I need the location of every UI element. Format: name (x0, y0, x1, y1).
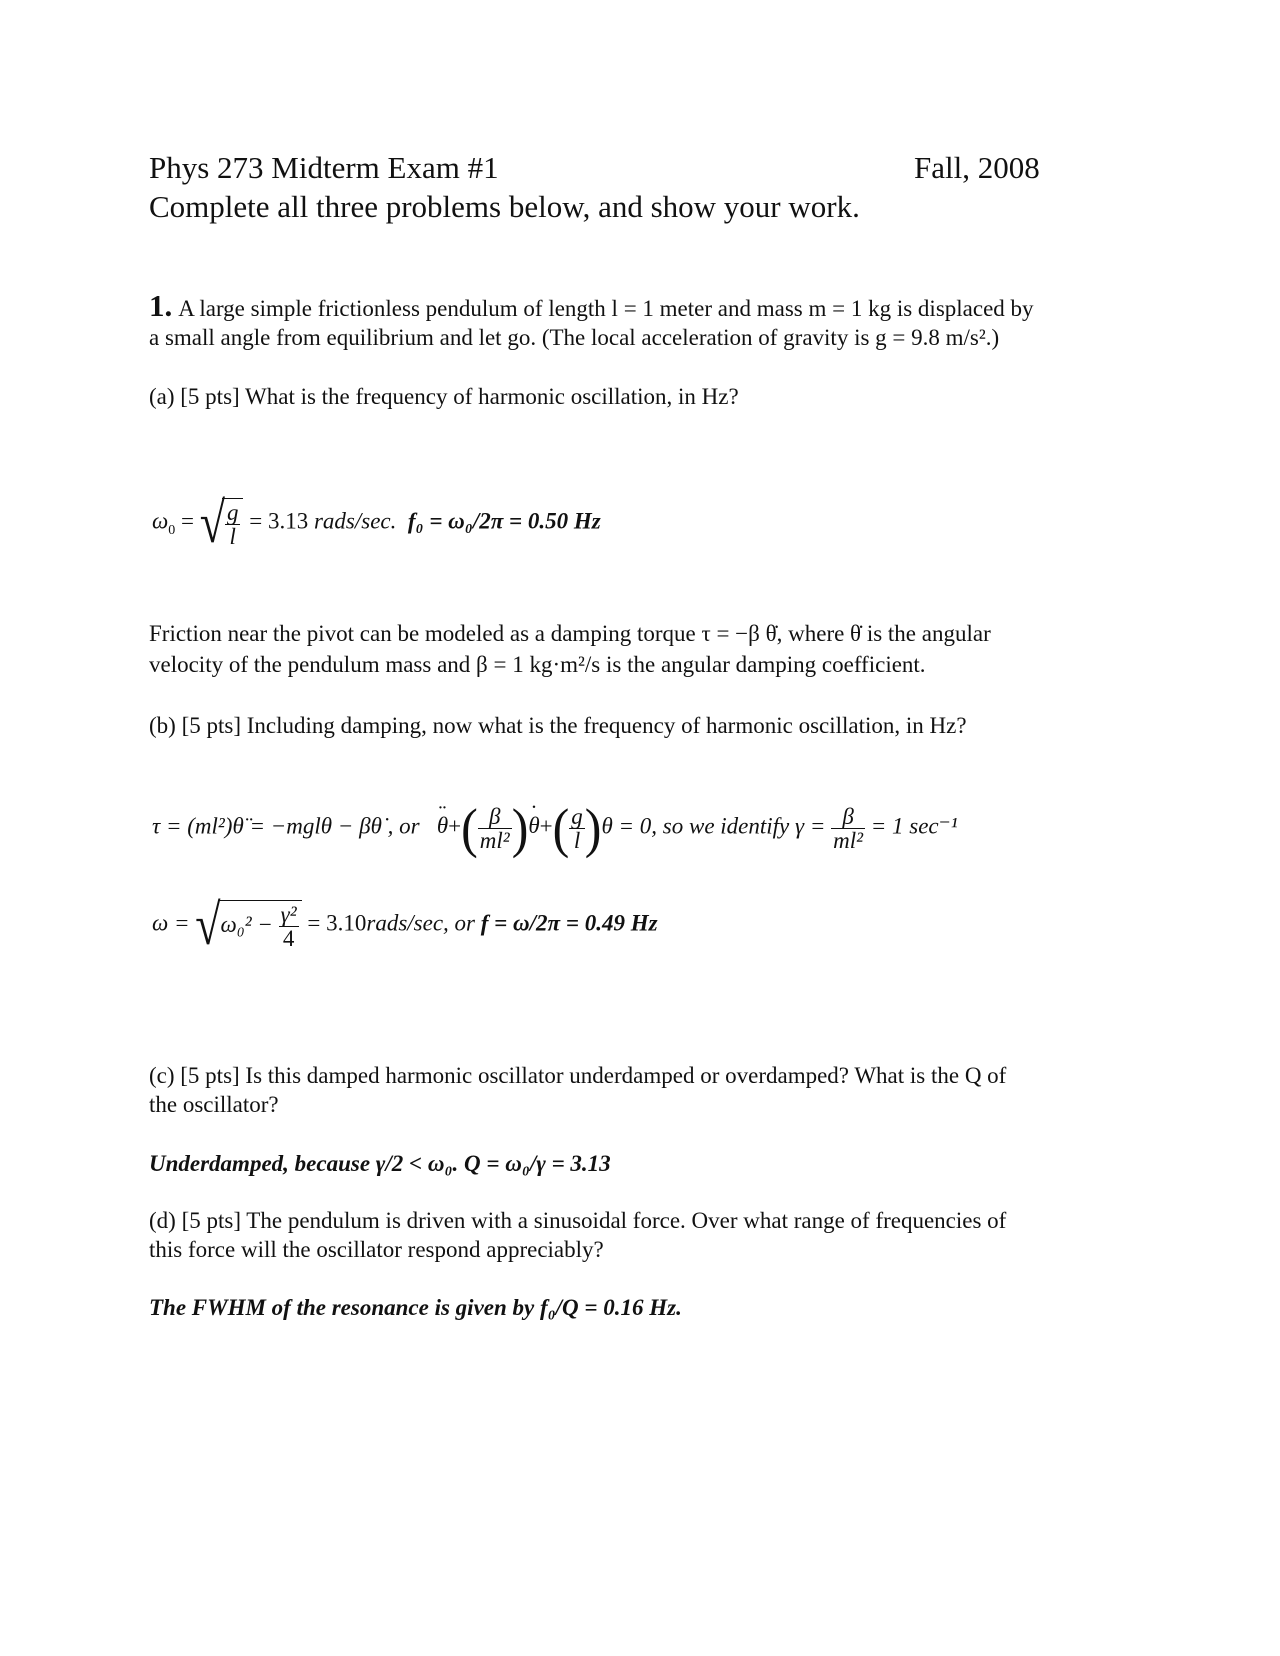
part-a-question: (a) [5 pts] What is the frequency of harmonic oscillation, in Hz? (149, 384, 739, 409)
omega-units: rads/sec, or (366, 910, 475, 936)
sqrt-numerator: g (226, 500, 239, 525)
gamma-frac-denominator: ml² (833, 827, 863, 853)
sqrt-radical-icon: √ (199, 490, 225, 555)
part-b-equation-of-motion (152, 797, 958, 859)
equals-sign: = (181, 508, 194, 534)
part-d-question-line-2: this force will the oscillator respond appreciably? (149, 1237, 604, 1262)
gamma-value: = 1 sec⁻¹ (870, 813, 958, 839)
problem-1-intro-line-2: a small angle from equilibrium and let go. (The local acceleration of gravity is g = 9.8 m/s².) (149, 325, 1000, 350)
sqrt-radical-icon-2: √ (195, 892, 221, 957)
identify-gamma: so we identify γ = (662, 813, 826, 839)
part-c-answer: Underdamped, because γ/2 < ω₀. Q = ω₀/γ = 3.13 (149, 1151, 611, 1176)
g-frac-denominator: l (573, 827, 581, 853)
four-denominator: 4 (282, 926, 295, 951)
part-b-result: f = ω/2π = 0.49 Hz (480, 910, 658, 936)
omega-term: ω₀² − (220, 911, 273, 937)
omega0-units: rads/sec. (313, 508, 397, 534)
plus-sign-2: + (539, 813, 553, 839)
omega-value: = 3.10 (307, 910, 367, 936)
part-d-question-line-1: (d) [5 pts] The pendulum is driven with a sinusoidal force. Over what range of frequencies of (149, 1208, 1007, 1233)
plus-sign: + (448, 813, 462, 839)
sqrt-omega-expression (218, 900, 302, 950)
theta-equals-zero: θ = 0, (601, 813, 658, 839)
problem-1-intro-line-1 (149, 288, 1034, 323)
part-a-result: f₀ = ω₀/2π = 0.50 Hz (407, 508, 601, 534)
part-d-answer: The FWHM of the resonance is given by f₀/Q = 0.16 Hz. (149, 1295, 682, 1320)
sqrt-g-over-l (222, 498, 244, 548)
exam-instructions: Complete all three problems below, and show your work. (149, 189, 860, 224)
theta-double-dot: ¨ θ (437, 813, 448, 839)
sqrt-denominator: l (229, 524, 236, 549)
friction-line-2: velocity of the pendulum mass and β = 1 kg·m²/s is the angular damping coefficient. (149, 652, 926, 677)
omega0-value: = 3.13 (249, 508, 309, 534)
part-c-question-line-1: (c) [5 pts] Is this damped harmonic oscillator underdamped or overdamped? What is the Q of (149, 1063, 1007, 1088)
omega0-subscript: 0 (168, 522, 176, 538)
gamma-frac-numerator: β (831, 805, 865, 829)
problem-number: 1. (149, 288, 173, 323)
part-a-answer (152, 490, 601, 555)
part-b-question: (b) [5 pts] Including damping, now what is the frequency of harmonic oscillation, in Hz? (149, 713, 967, 738)
friction-line-1: Friction near the pivot can be modeled as a damping torque τ = −β θ̇, where θ̇ is the angular (149, 621, 991, 646)
gamma-squared: γ² (280, 902, 297, 927)
g-frac-numerator: g (571, 803, 583, 829)
left-paren-icon-2: ( (552, 797, 570, 859)
omega0-symbol: ω (152, 508, 169, 534)
beta-frac-numerator: β (478, 805, 512, 829)
exam-term: Fall, 2008 (914, 150, 1040, 185)
exam-title: Phys 273 Midterm Exam #1 (149, 150, 499, 185)
left-paren-icon: ( (461, 797, 478, 859)
theta-dot: ˙ θ (528, 813, 539, 839)
omega-lhs: ω = (152, 910, 190, 936)
part-c-question-line-2: the oscillator? (149, 1092, 279, 1117)
right-paren-icon-2: ) (584, 797, 602, 859)
right-paren-icon: ) (511, 797, 529, 859)
beta-frac-denominator: ml² (479, 827, 510, 853)
part-b-answer (152, 892, 658, 957)
torque-equation: τ = (ml²)θ̈ = −mglθ − βθ̇ , or (152, 813, 420, 839)
problem-1-intro-text: A large simple frictionless pendulum of length l = 1 meter and mass m = 1 kg is displaced by (178, 296, 1034, 321)
